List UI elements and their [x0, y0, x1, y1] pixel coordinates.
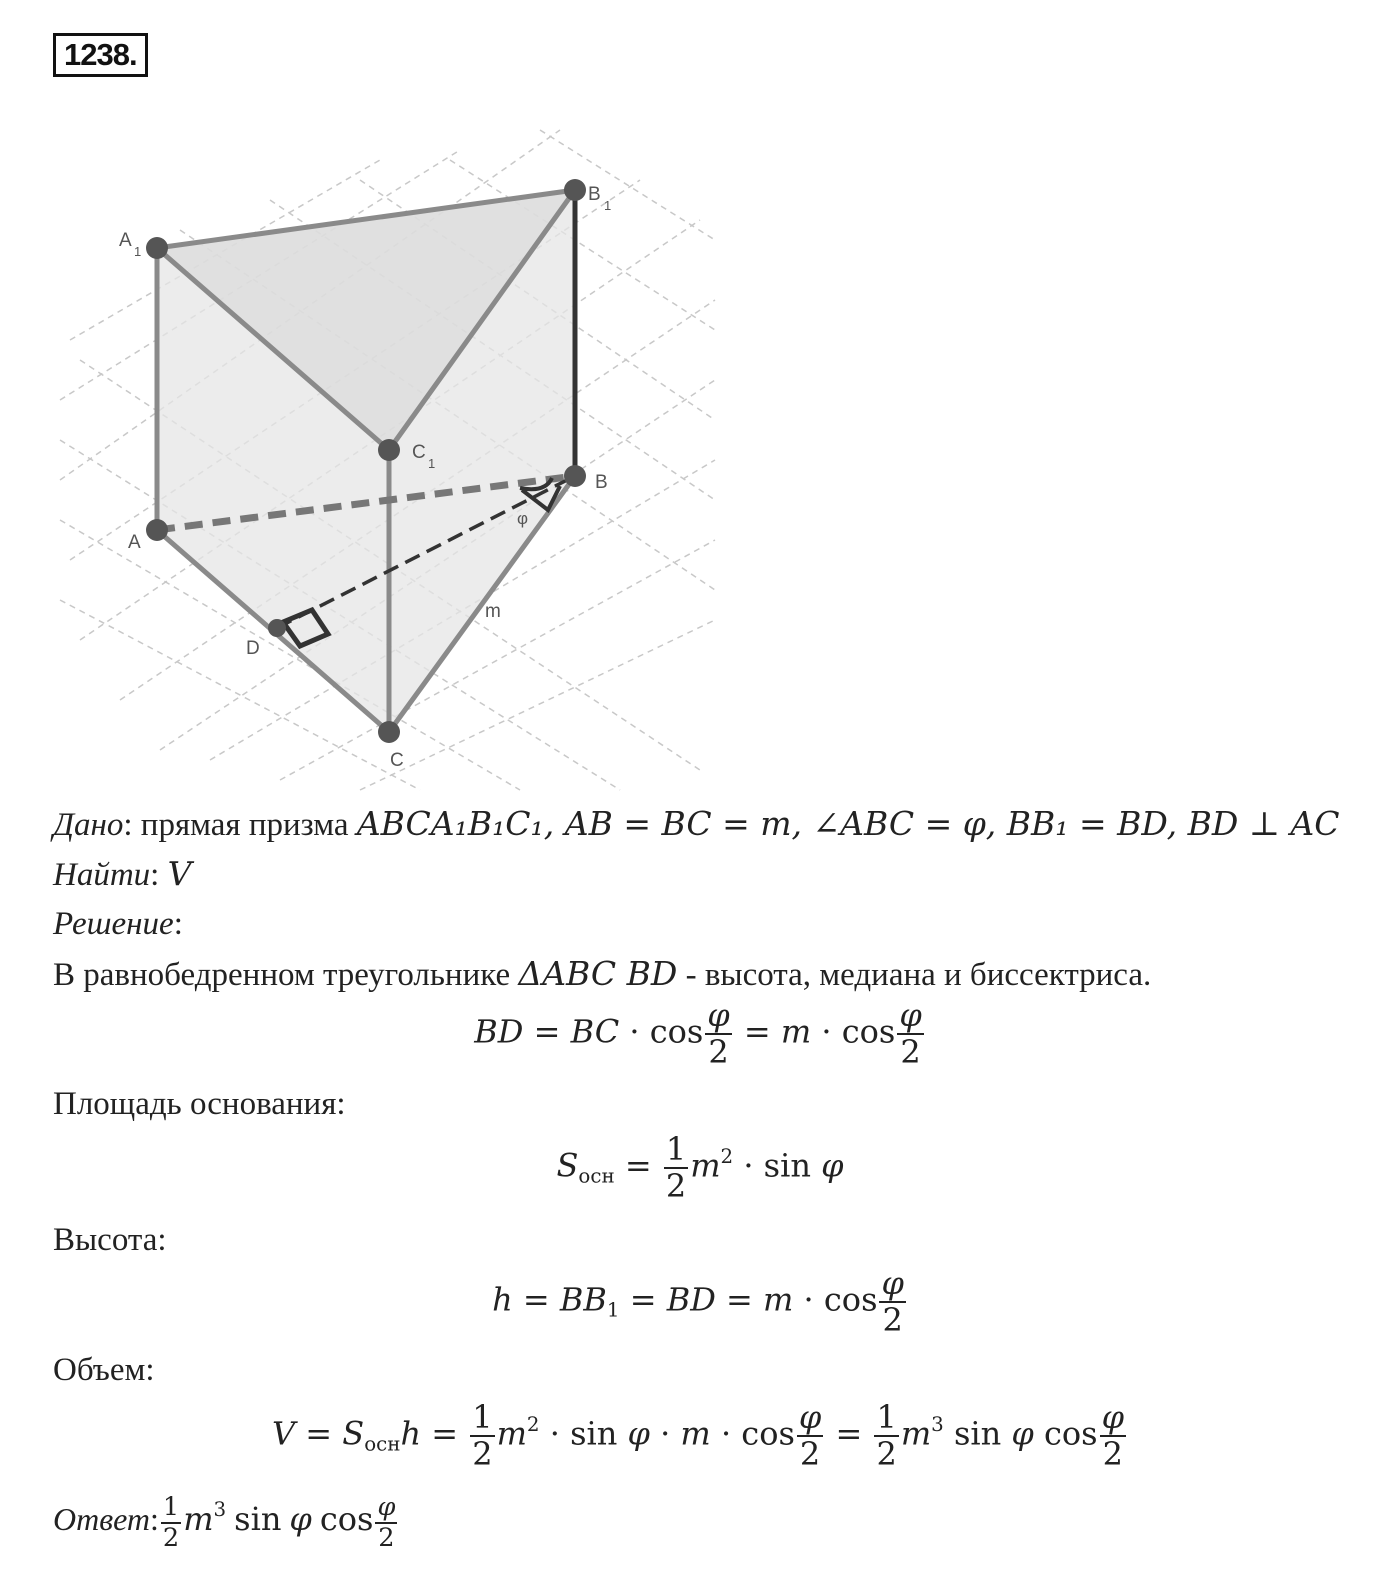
given-line: Дано: прямая призма ABCA₁B₁C₁, AB = BC = m, ∠ABC = φ, BB₁ = BD, BD ⊥ AC	[53, 804, 1340, 843]
equation-base-area: $S_{осн}$ = $\frac{1}{2}$ $m^2 \cdot \sin \varphi$	[556, 1130, 844, 1206]
label-b1: B	[588, 184, 601, 205]
paragraph-height: Высота:	[53, 1222, 167, 1258]
label-c: C	[390, 750, 404, 771]
label-a: A	[128, 532, 141, 553]
equation-height: $h = BB_1$ = BD = m · cos $\frac{\varphi}{2}$	[492, 1264, 904, 1340]
answer-line: Ответ: $\frac{1}{2}$ $m^3$ sin φ cos $\frac{\varphi}{2}$	[53, 1492, 396, 1553]
find-line: Найти: V	[53, 854, 192, 893]
equation-volume: $V = S_{осн}h$ = $\frac{1}{2}$ $m^2 \cdot \sin \varphi \cdot m \cdot \cos$ $\frac{\varphi}{2}$ = $\frac{1}{2}$ $m^3$ sin φ cos $\frac{\varphi}{2}$	[272, 1398, 1124, 1474]
label-b1-sub: 1	[604, 198, 612, 213]
label-d: D	[246, 638, 260, 659]
paragraph-1: В равнобедренном треугольнике ΔABC BD - высота, медиана и биссектриса.	[53, 954, 1152, 993]
label-a1: A	[119, 230, 132, 251]
label-b: B	[595, 472, 608, 493]
given-math: ABCA₁B₁C₁, AB = BC = m, ∠ABC = φ, BB₁ = BD, BD ⊥ AC	[356, 804, 1340, 843]
label-c1-sub: 1	[428, 456, 436, 471]
paragraph-base-area: Площадь основания:	[53, 1086, 346, 1122]
label-m: m	[485, 601, 501, 622]
label-c1: C	[412, 442, 426, 463]
equation-bd: BD = BC · cos $\frac{\varphi}{2}$ = m · cos $\frac{\varphi}{2}$	[474, 996, 922, 1072]
paragraph-volume: Объем:	[53, 1352, 155, 1388]
problem-number: 1238.	[53, 33, 148, 77]
prism-figure	[0, 0, 760, 800]
label-phi: φ	[517, 509, 529, 528]
solution-heading: Решение:	[53, 906, 183, 942]
label-a1-sub: 1	[134, 244, 142, 259]
